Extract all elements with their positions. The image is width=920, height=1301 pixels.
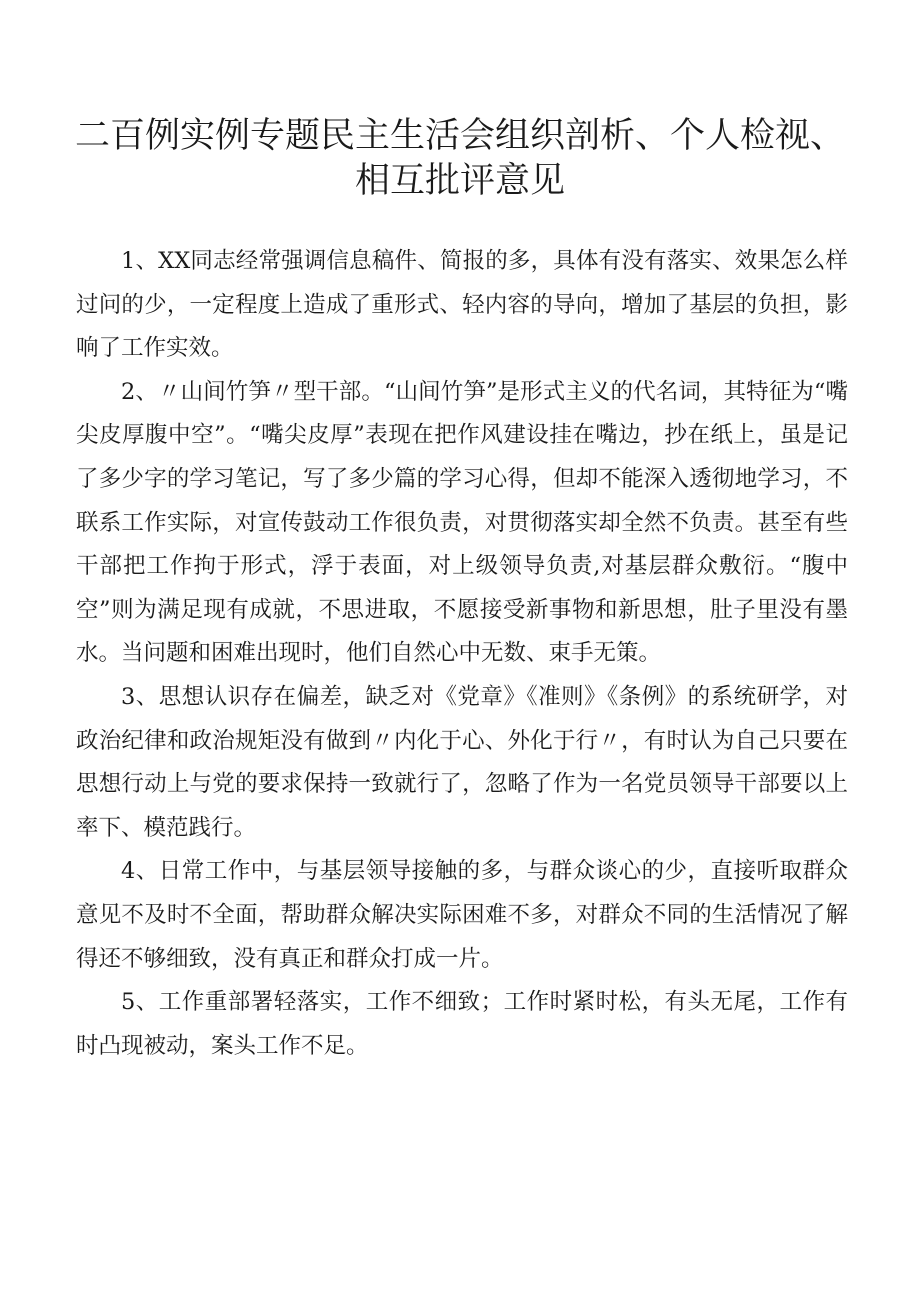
document-body (76, 240, 848, 1068)
paragraph-4: 4、日常工作中，与基层领导接触的多，与群众谈心的少，直接听取群众意见不及时不全面，帮助群众解决实际困难不多，对群众不同的生活情况了解得还不够细致，没有真正和群众打成一片。 (76, 858, 848, 972)
document-title: 二百例实例专题民主生活会组织剖析、个人检视、相互批评意见 (74, 116, 845, 201)
paragraph-2: 2、〃山间竹笋〃型干部。“山间竹笋”是形式主义的代名词，其特征为“嘴尖皮厚腹中空”。“嘴尖皮厚”表现在把作风建设挂在嘴边，抄在纸上，虽是记了多少字的学习笔记，写了多少篇的学习心得，但却不能深入透彻地学习，不联系工作实际，对宣传鼓动工作很负责，对贯彻落实却全然不负责。甚至有些干部把工作拘于形式，浮于表面，对上级领导负责,对基层群众敷衍。“腹中空”则为满足现有成就，不思进取，不愿接受新事物和新思想，肚子里没有墨水。当问题和困难出现时，他们自然心中无数、束手无策。 (76, 378, 848, 667)
paragraph-1: 1、XX同志经常强调信息稿件、简报的多，具体有没有落实、效果怎么样过问的少，一定程度上造成了重形式、轻内容的导向，增加了基层的负担，影响了工作实效。 (76, 248, 848, 362)
paragraph-5: 5、工作重部署轻落实，工作不细致；工作时紧时松，有头无尾，工作有时凸现被动，案头工作不足。 (76, 989, 848, 1059)
paragraph-3: 3、思想认识存在偏差，缺乏对《党章》《准则》《条例》的系统研学，对政治纪律和政治规矩没有做到〃内化于心、外化于行〃，有时认为自己只要在思想行动上与党的要求保持一致就行了，忽略了作为一名党员领导干部要以上率下、模范践行。 (76, 683, 848, 841)
